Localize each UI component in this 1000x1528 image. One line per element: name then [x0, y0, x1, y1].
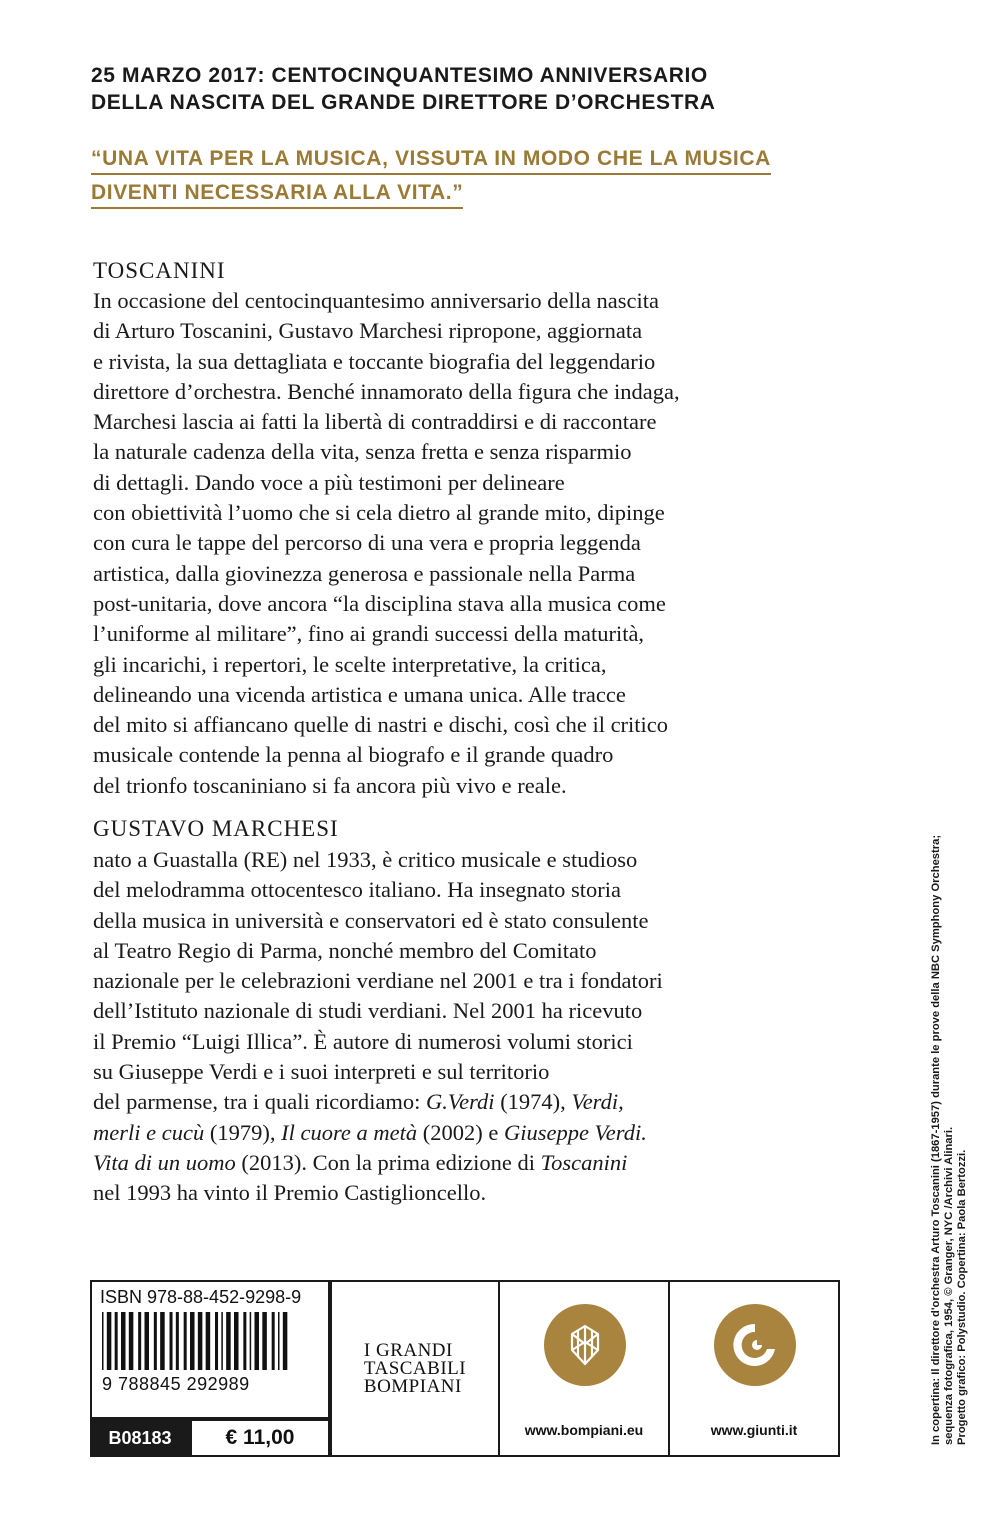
barcode-box [90, 1280, 330, 1419]
book-title-italic: merli e cucù [93, 1119, 205, 1145]
barcode-bar [102, 1312, 104, 1370]
book-line: e rivista, la sua dettagliata e toccante biografia del leggendario [93, 348, 656, 374]
book-title-italic: Toscanini [540, 1149, 628, 1175]
product-code: B08183 [90, 1419, 190, 1457]
barcode-bar [283, 1312, 288, 1370]
barcode-bar [272, 1312, 275, 1370]
author-line: nazionale per le celebrazioni verdiane nel 2001 e tra i fondatori [93, 968, 663, 994]
author-line: del melodramma ottocentesco italiano. Ha insegnato storia [93, 877, 621, 903]
book-line: delineando una vicenda artistica e umana unica. Alle tracce [93, 681, 626, 707]
giunti-box [668, 1280, 840, 1457]
barcode-bar [176, 1312, 179, 1370]
headline-line-1: 25 MARZO 2017: CENTOCINQUANTESIMO ANNIVERSARIO [91, 64, 708, 87]
author-line: nato a Guastalla (RE) nel 1933, è critico musicale e studioso [93, 847, 638, 872]
series-name [363, 1339, 467, 1397]
text-run: del parmense, tra i quali ricordiamo: [93, 1089, 427, 1115]
barcode-bar [206, 1312, 211, 1370]
barcode-bar [215, 1312, 218, 1370]
text-run: (1974), [494, 1089, 572, 1115]
series-line: TASCABILI [363, 1357, 467, 1379]
credit-line-2: sequenza fotografica, 1954, © Granger, NYC /Archivi Alinari. [943, 1126, 955, 1445]
barcode-bar [170, 1312, 173, 1370]
text-run: (1979), [204, 1119, 282, 1145]
author-line: nel 1993 ha vinto il Premio Castiglioncello. [93, 1180, 487, 1206]
book-line: post-unitaria, dove ancora “la disciplina stava alla musica come [93, 590, 666, 616]
barcode-bar [198, 1312, 203, 1370]
text-run: (2002) e [417, 1119, 504, 1145]
author-line [93, 1118, 813, 1148]
book-title: TOSCANINI [93, 258, 226, 283]
bompiani-box [498, 1280, 670, 1457]
barcode-bar [154, 1312, 157, 1370]
barcode-bar [184, 1312, 187, 1370]
bompiani-logo-icon [544, 1304, 626, 1386]
barcode-bar [226, 1312, 231, 1370]
book-line: l’uniforme al militare”, fino ai grandi successi della maturità, [93, 621, 645, 647]
book-title-italic: Giuseppe Verdi. [503, 1119, 647, 1145]
isbn-label: ISBN 978-88-452-9298-9 [100, 1287, 302, 1307]
barcode-bar [160, 1312, 165, 1370]
author-line: della musica in università e conservatori ed è stato consulente [93, 907, 649, 933]
author-title: GUSTAVO MARCHESI [93, 816, 339, 841]
headline [91, 62, 891, 116]
book-line: musicale contende la penna al biografo e il grande quadro [93, 742, 614, 768]
book-line: Marchesi lascia ai fatti la libertà di contraddirsi e di raccontare [93, 409, 657, 435]
text-run: (2013). Con la prima edizione di [235, 1149, 541, 1175]
barcode-bar [107, 1312, 112, 1370]
book-line: gli incarichi, i repertori, le scelte interpretative, la critica, [93, 651, 607, 677]
quote-line-1: “UNA VITA PER LA MUSICA, VISSUTA IN MODO CHE LA MUSICA [91, 146, 771, 175]
quote-line-2: DIVENTI NECESSARIA ALLA VITA.” [91, 180, 463, 209]
book-line: con cura le tappe del percorso di una vera e propria leggenda [93, 530, 641, 556]
author-bio [93, 845, 813, 1209]
author-line [93, 1148, 813, 1178]
price: € 11,00 [190, 1419, 330, 1457]
barcode-bar [221, 1312, 223, 1370]
author-line: al Teatro Regio di Parma, nonché membro del Comitato [93, 937, 597, 963]
barcode-bar [138, 1312, 141, 1370]
barcode-bar [115, 1312, 118, 1370]
author-line: su Giuseppe Verdi e i suoi interpreti e sul territorio [93, 1059, 550, 1085]
barcode-bar [254, 1312, 259, 1370]
book-description [93, 286, 813, 801]
barcode-bar [243, 1312, 246, 1370]
barcode-bar [190, 1312, 195, 1370]
barcode-bar [262, 1312, 267, 1370]
book-line: di dettagli. Dando voce a più testimoni per delineare [93, 469, 565, 495]
book-line: del trionfo toscaniniano si fa ancora più vivo e reale. [93, 772, 567, 798]
barcode-bar [121, 1312, 126, 1370]
book-line: direttore d’orchestra. Benché innamorato della figura che indaga, [93, 378, 680, 404]
book-line: di Arturo Toscanini, Gustavo Marchesi ripropone, aggiornata [93, 318, 643, 344]
quote [91, 146, 821, 209]
series-box [330, 1280, 500, 1457]
series-line: I GRANDI [363, 1339, 453, 1361]
author-line [93, 1087, 813, 1117]
barcode-bar [234, 1312, 239, 1370]
bompiani-url[interactable]: www.bompiani.eu [524, 1422, 644, 1438]
giunti-url[interactable]: www.giunti.it [710, 1422, 798, 1438]
book-line: In occasione del centocinquantesimo anniversario della nascita [93, 288, 660, 313]
cover-credits [930, 725, 969, 1445]
book-title-italic: G.Verdi [426, 1089, 495, 1115]
book-line: artistica, dalla giovinezza generosa e passionale nella Parma [93, 560, 636, 586]
book-line: del mito si affiancano quelle di nastri e dischi, così che il critico [93, 712, 669, 738]
book-line: con obiettività l’uomo che si cela dietro al grande mito, dipinge [93, 500, 665, 526]
barcode-bar [250, 1312, 252, 1370]
giunti-logo-icon [714, 1304, 796, 1386]
series-line: BOMPIANI [363, 1375, 462, 1397]
barcode-bar [278, 1312, 280, 1370]
book-title-italic: Verdi, [571, 1089, 624, 1115]
book-title-italic: Il cuore a metà [281, 1119, 418, 1145]
barcode-bar [144, 1312, 149, 1370]
book-title-italic: Vita di un uomo [93, 1149, 236, 1175]
credit-line-1: In copertina: Il direttore d'orchestra Arturo Toscanini (1867-1957) durante le prove della NBC Symphony Orchestra; [930, 834, 942, 1445]
book-line: la naturale cadenza della vita, senza fretta e senza risparmio [93, 439, 632, 465]
author-line: il Premio “Luigi Illica”. È autore di numerosi volumi storici [93, 1028, 633, 1054]
barcode-image [98, 1312, 326, 1380]
barcode-digits: 9 788845 292989 [102, 1374, 250, 1394]
headline-line-2: DELLA NASCITA DEL GRANDE DIRETTORE D’ORCHESTRA [91, 91, 716, 114]
author-line: dell’Istituto nazionale di studi verdiani. Nel 2001 ha ricevuto [93, 998, 643, 1024]
barcode-bar [129, 1312, 134, 1370]
credit-line-3: Progetto grafico: Polystudio. Copertina: Paola Bertozzi. [956, 1149, 968, 1445]
